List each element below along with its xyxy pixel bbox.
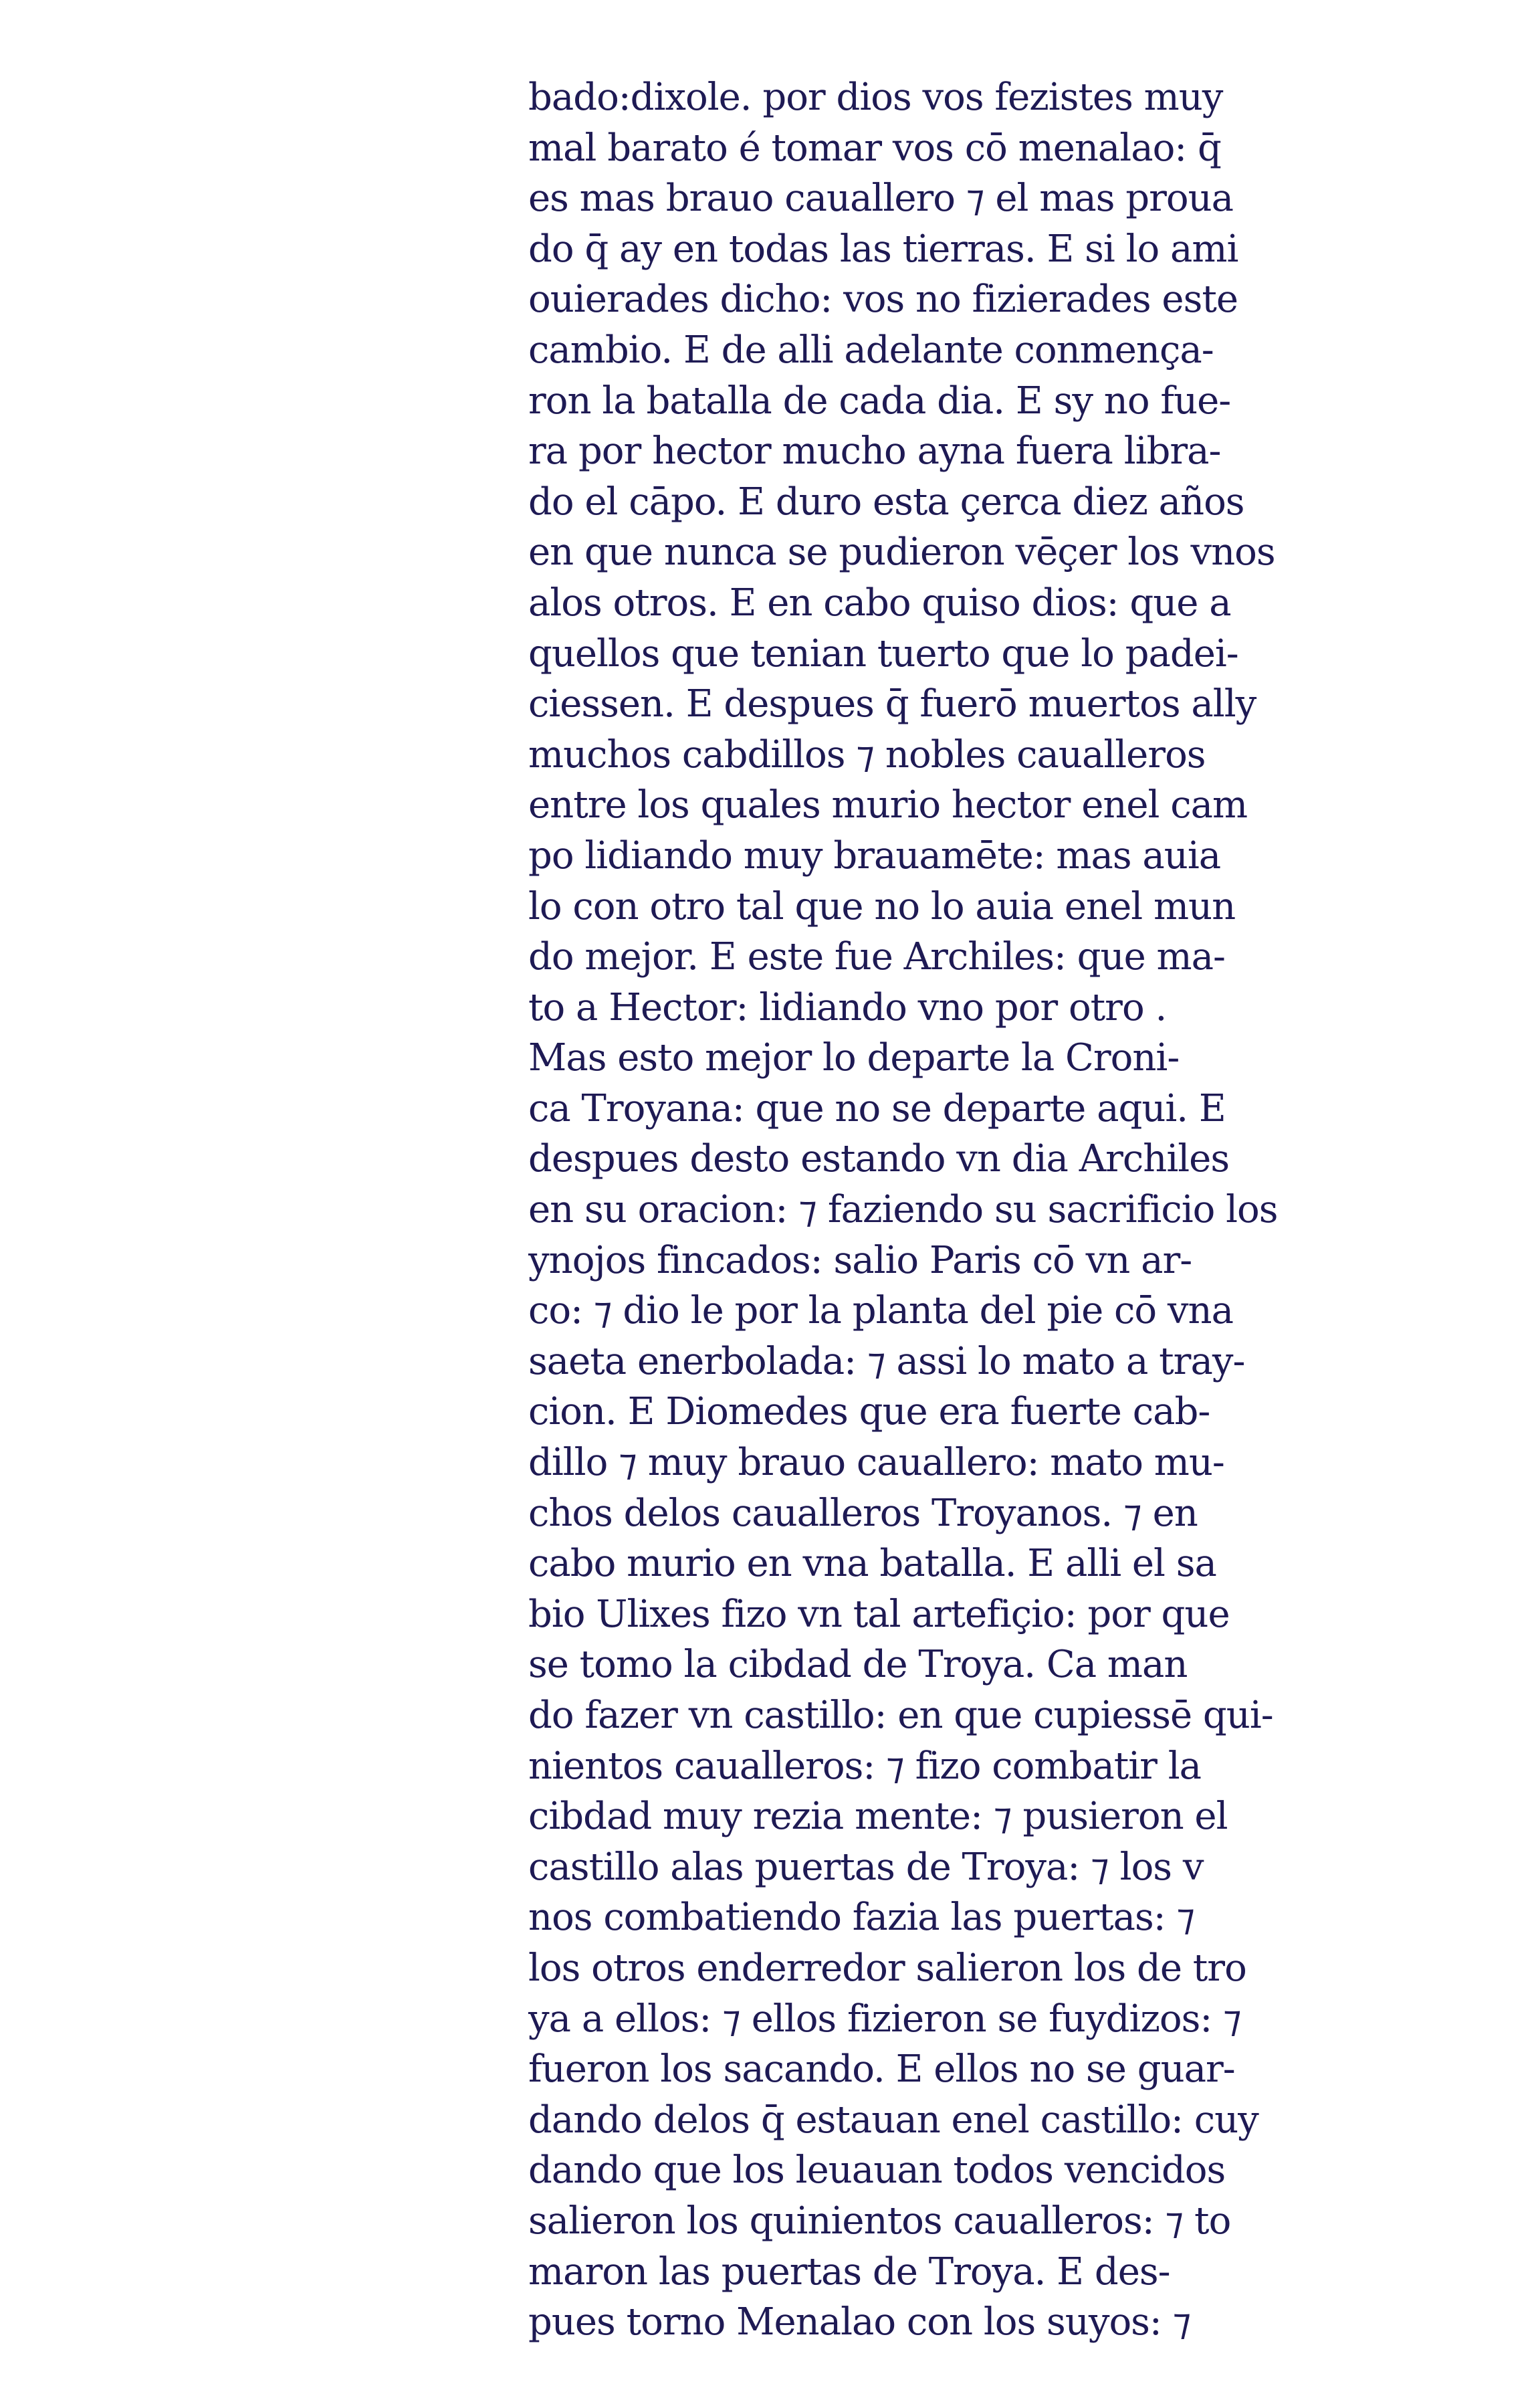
text-line: dillo ⁊ muy brauo cauallero: mato mu-: [528, 1441, 1224, 1485]
text-line: to a Hector: lidiando vno por otro .: [528, 985, 1167, 1029]
text-line: bio Ulixes fizo vn tal artefiçio: por que: [528, 1592, 1230, 1636]
text-line: lo con otro tal que no lo auia enel mun: [528, 884, 1236, 928]
text-line: muchos cabdillos ⁊ nobles caualleros: [528, 732, 1206, 777]
text-line: co: ⁊ dio le por la planta del pie cō vna: [528, 1289, 1234, 1333]
text-line: salieron los quinientos caualleros: ⁊ to: [528, 2199, 1231, 2243]
text-line: dando delos q̄ estauan enel castillo: cuy: [528, 2098, 1258, 2142]
text-line: do q̄ ay en todas las tierras. E si lo ami: [528, 227, 1238, 271]
text-line: ra por hector mucho ayna fuera libra-: [528, 429, 1221, 474]
text-line: ynojos fincados: salio Paris cō vn ar-: [528, 1238, 1192, 1282]
text-line: po lidiando muy brauamēte: mas auia: [528, 833, 1221, 878]
text-line: castillo alas puertas de Troya: ⁊ los v: [528, 1845, 1204, 1889]
text-line: ca Troyana: que no se departe aqui. E: [528, 1086, 1226, 1130]
text-line: maron las puertas de Troya. E des-: [528, 2249, 1170, 2294]
text-line: do el cāpo. E duro esta çerca diez años: [528, 480, 1244, 524]
text-line: saeta enerbolada: ⁊ assi lo mato a tray-: [528, 1339, 1245, 1383]
text-line: ciessen. E despues q̄ fuerō muertos ally: [528, 682, 1256, 726]
text-line: chos delos caualleros Troyanos. ⁊ en: [528, 1491, 1198, 1535]
text-line: ya a ellos: ⁊ ellos fizieron se fuydizos: ⁊: [528, 1997, 1241, 2041]
text-line: do fazer vn castillo: en que cupiessē qui-: [528, 1694, 1273, 1737]
text-line: en que nunca se pudieron vēçer los vnos: [528, 530, 1275, 575]
text-line: pues torno Menalao con los suyos: ⁊: [528, 2300, 1191, 2344]
text-line: dando que los leuauan todos vencidos: [528, 2148, 1226, 2193]
text-line: cion. E Diomedes que era fuerte cab-: [528, 1390, 1210, 1434]
text-line: fueron los sacando. E ellos no se guar-: [528, 2047, 1235, 2092]
text-line: cibdad muy rezia mente: ⁊ pusieron el: [528, 1795, 1228, 1839]
text-line: en su oracion: ⁊ faziendo su sacrificio los: [528, 1188, 1278, 1232]
text-line: despues desto estando vn dia Archiles: [528, 1137, 1230, 1181]
text-line: los otros enderredor salieron los de tro: [528, 1946, 1246, 1990]
text-line: nientos caualleros: ⁊ fizo combatir la: [528, 1744, 1201, 1788]
text-line: se tomo la cibdad de Troya. Ca man: [528, 1643, 1188, 1687]
text-line: entre los quales murio hector enel cam: [528, 783, 1248, 827]
text-line: nos combatiendo fazia las puertas: ⁊: [528, 1896, 1195, 1940]
text-line: Mas esto mejor lo departe la Croni-: [528, 1036, 1180, 1080]
text-line: bado:dixole. por dios vos fezistes muy: [528, 76, 1223, 119]
text-line: do mejor. E este fue Archiles: que ma-: [528, 935, 1225, 979]
text-line: cambio. E de alli adelante conmença-: [528, 328, 1214, 372]
text-line: quellos que tenian tuerto que lo padei-: [528, 631, 1238, 676]
text-line: mal barato é tomar vos cō menalao: q̄: [528, 126, 1221, 170]
text-line: ouierades dicho: vos no fizierades este: [528, 278, 1238, 322]
text-line: ron la batalla de cada dia. E sy no fue-: [528, 379, 1231, 423]
text-column: [528, 72, 1317, 2348]
text-line: es mas brauo cauallero ⁊ el mas proua: [528, 177, 1234, 221]
text-line: alos otros. E en cabo quiso dios: que a: [528, 581, 1231, 625]
text-line: cabo murio en vna batalla. E alli el sa: [528, 1542, 1216, 1586]
